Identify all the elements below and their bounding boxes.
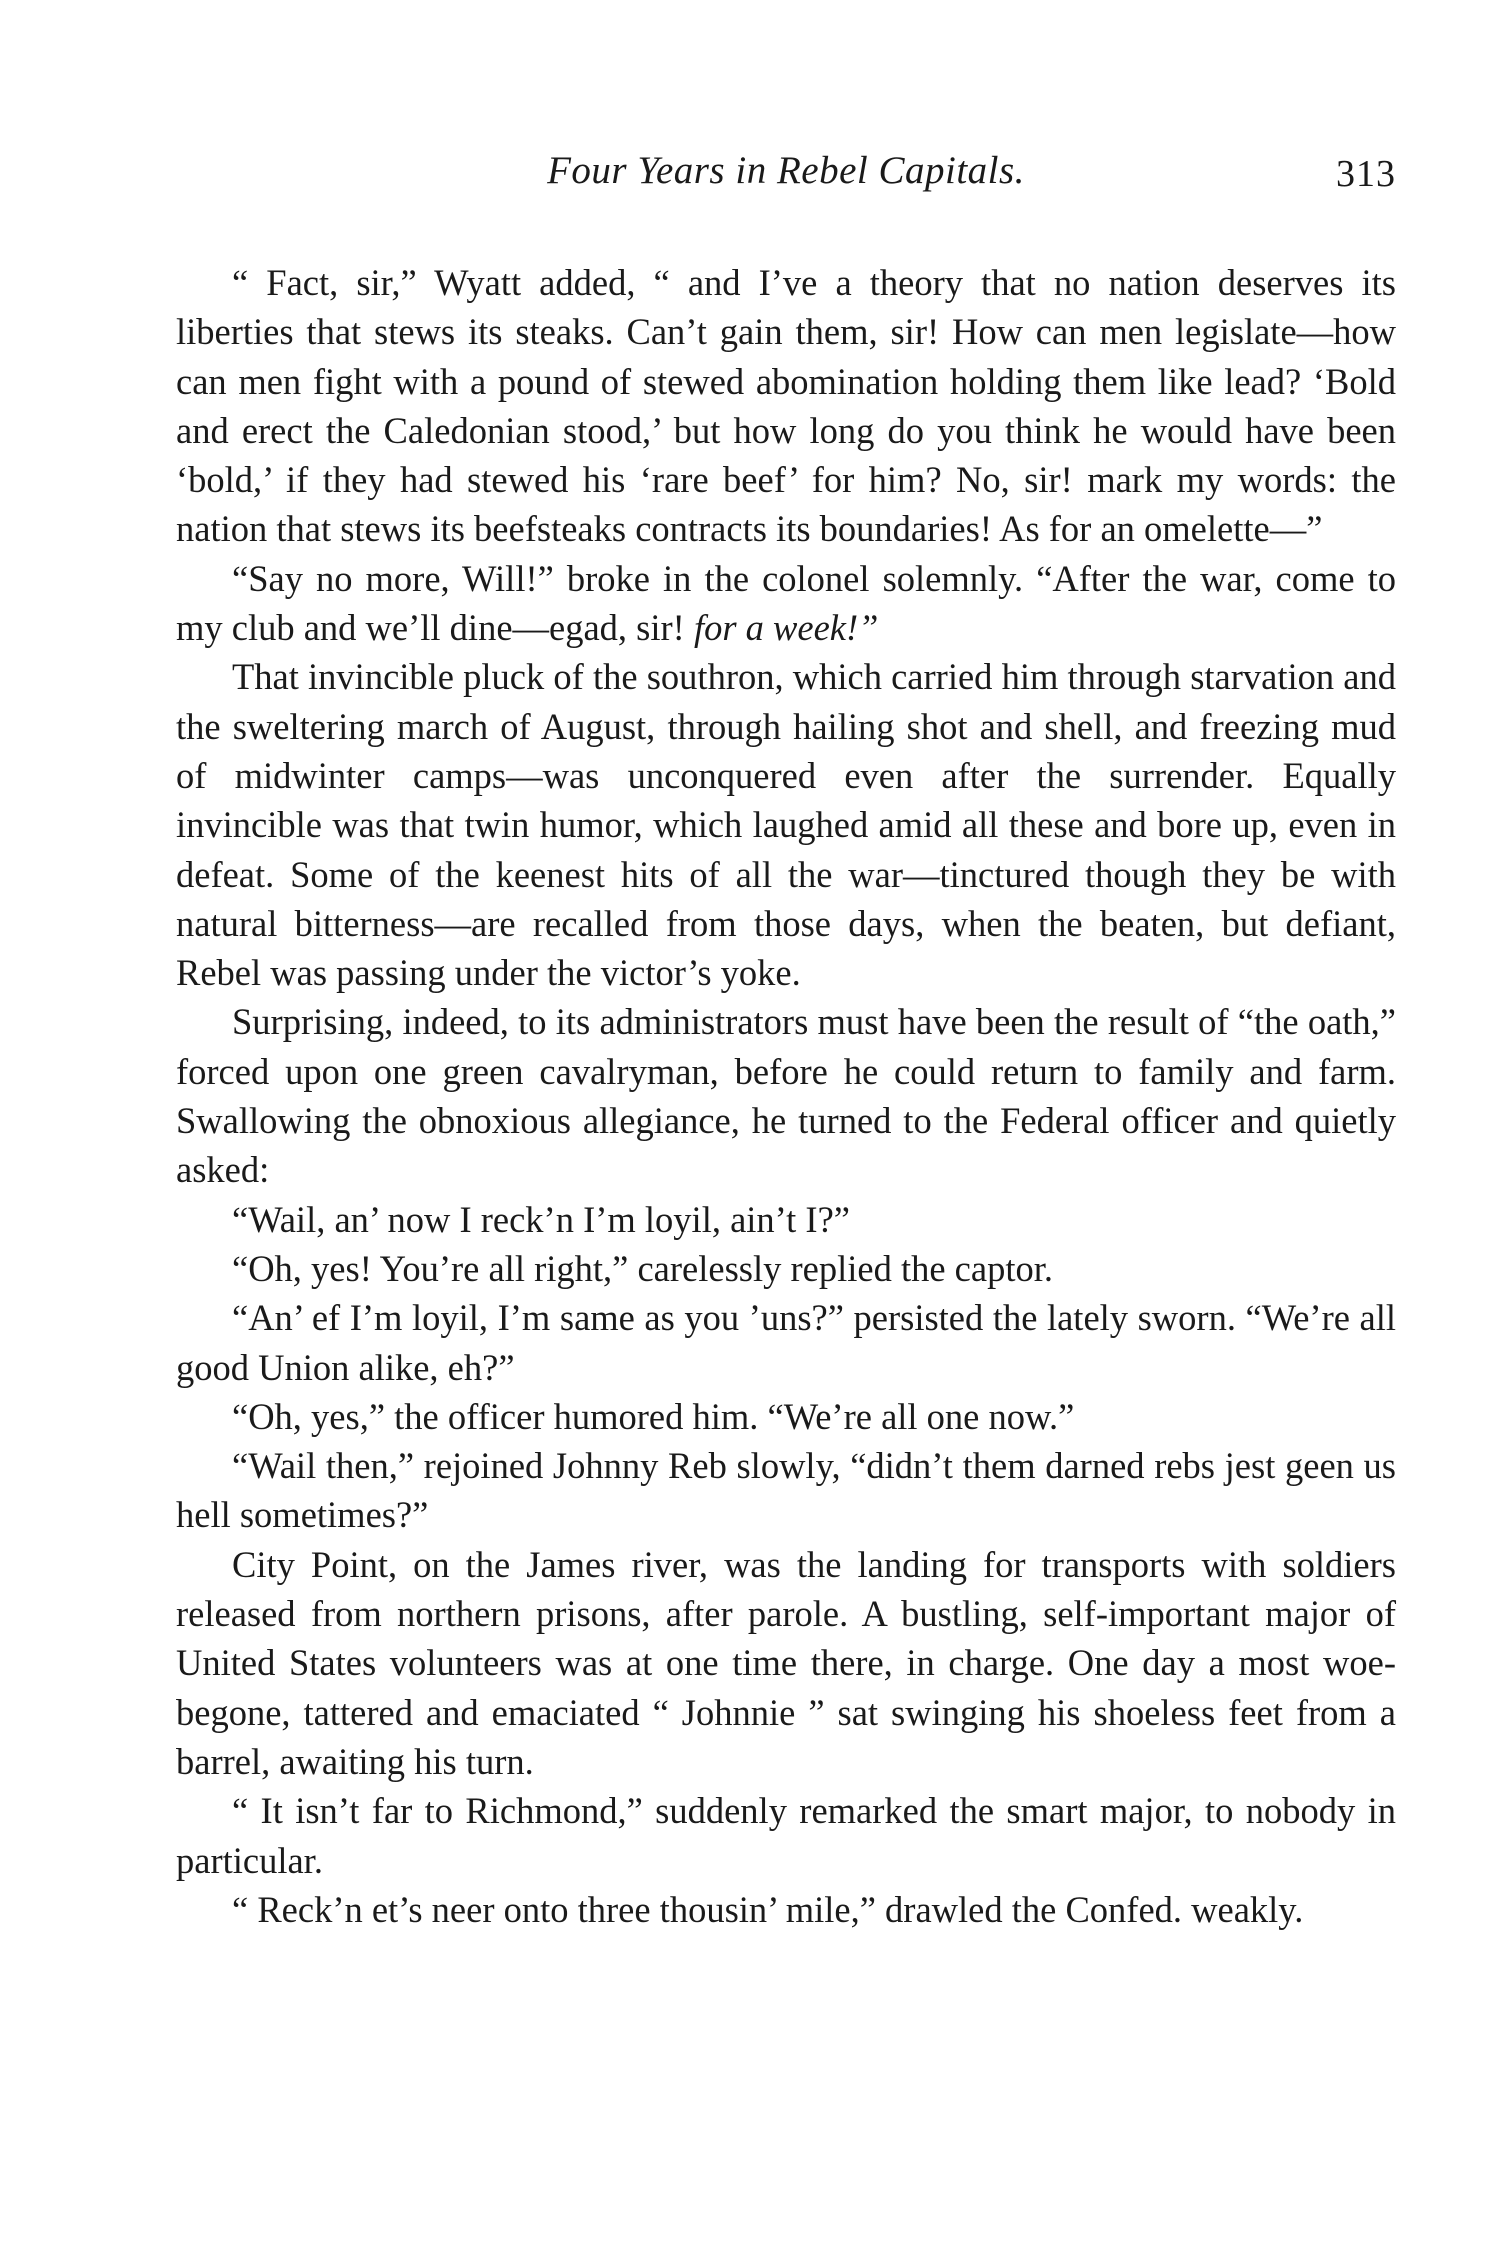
body-text	[176, 258, 1396, 1934]
paragraph-text: That invincible pluck of the southron, which carried him through starvation and the sweltering march of August, through hailing shot and shell, and freezing mud of midwinter camps—was unconquered even after the surrender. Equally invincible was that twin humor, which laughed amid all these and bore up, even in defeat. Some of the keenest hits of all the war—tinctured though they be with natural bitterness—are recalled from those days, when the beaten, but defiant, Rebel was passing under the victor’s yoke.	[176, 656, 1396, 994]
paragraph	[176, 1195, 1396, 1244]
paragraph	[176, 1244, 1396, 1293]
paragraph	[176, 1392, 1396, 1441]
paragraph-text: Surprising, indeed, to its administrators must have been the result of “the oath,” forced upon one green cavalryman, before he could return to family and farm. Swallowing the obnoxious allegiance, he turned to the Federal officer and quietly asked:	[176, 1001, 1396, 1191]
paragraph-text: “ Reck’n et’s neer onto three thousin’ mile,” drawled the Confed. weakly.	[232, 1888, 1304, 1930]
paragraph-text: “ It isn’t far to Richmond,” suddenly remarked the smart major, to nobody in particular.	[176, 1790, 1396, 1881]
paragraph-text: City Point, on the James river, was the landing for transports with soldiers released from northern prisons, after parole. A bustling, self-important major of United States volunteers was at one time there, in charge. One day a most woe-begone, tattered and emaciated “ Johnnie ” sat swinging his shoeless feet from a barrel, awaiting his turn.	[176, 1543, 1396, 1782]
paragraph-text: “ Fact, sir,” Wyatt added, “ and I’ve a theory that no nation deserves its liberties that stews its steaks. Can’t gain them, sir! How can men legislate—how can men fight with a pound of stewed abomination holding them like lead? ‘Bold and erect the Caledonian stood,’ but how long do you think he would have been ‘bold,’ if they had stewed his ‘rare beef’ for him? No, sir! mark my words: the nation that stews its beefsteaks contracts its boundaries! As for an omelette—”	[176, 262, 1396, 550]
paragraph-text: “Wail, an’ now I reck’n I’m loyil, ain’t I?”	[232, 1198, 850, 1240]
paragraph-text: “An’ ef I’m loyil, I’m same as you ’uns?” persisted the lately sworn. “We’re all good Union alike, eh?”	[176, 1297, 1396, 1388]
paragraph-text: “Oh, yes,” the officer humored him. “We’re all one now.”	[232, 1395, 1075, 1437]
paragraph	[176, 1441, 1396, 1540]
paragraph	[176, 554, 1396, 653]
paragraph	[176, 652, 1396, 997]
paragraph	[176, 1293, 1396, 1392]
running-title: Four Years in Rebel Capitals.	[547, 149, 1025, 192]
page-header	[176, 148, 1396, 208]
paragraph-text: “Wail then,” rejoined Johnny Reb slowly, “didn’t them darned rebs jest geen us hell sometimes?”	[176, 1445, 1396, 1536]
paragraph-text: “Say no more, Will!” broke in the colonel solemnly. “After the war, come to my club and we’ll dine—egad, sir!	[176, 557, 1396, 649]
paragraph	[176, 258, 1396, 554]
paragraph	[176, 1540, 1396, 1786]
emphasis-text: for a week!”	[693, 607, 879, 649]
paragraph	[176, 1885, 1396, 1934]
paragraph-text: “Oh, yes! You’re all right,” carelessly replied the captor.	[232, 1247, 1053, 1289]
page-number: 313	[1336, 153, 1396, 195]
paragraph	[176, 997, 1396, 1194]
paragraph	[176, 1786, 1396, 1885]
